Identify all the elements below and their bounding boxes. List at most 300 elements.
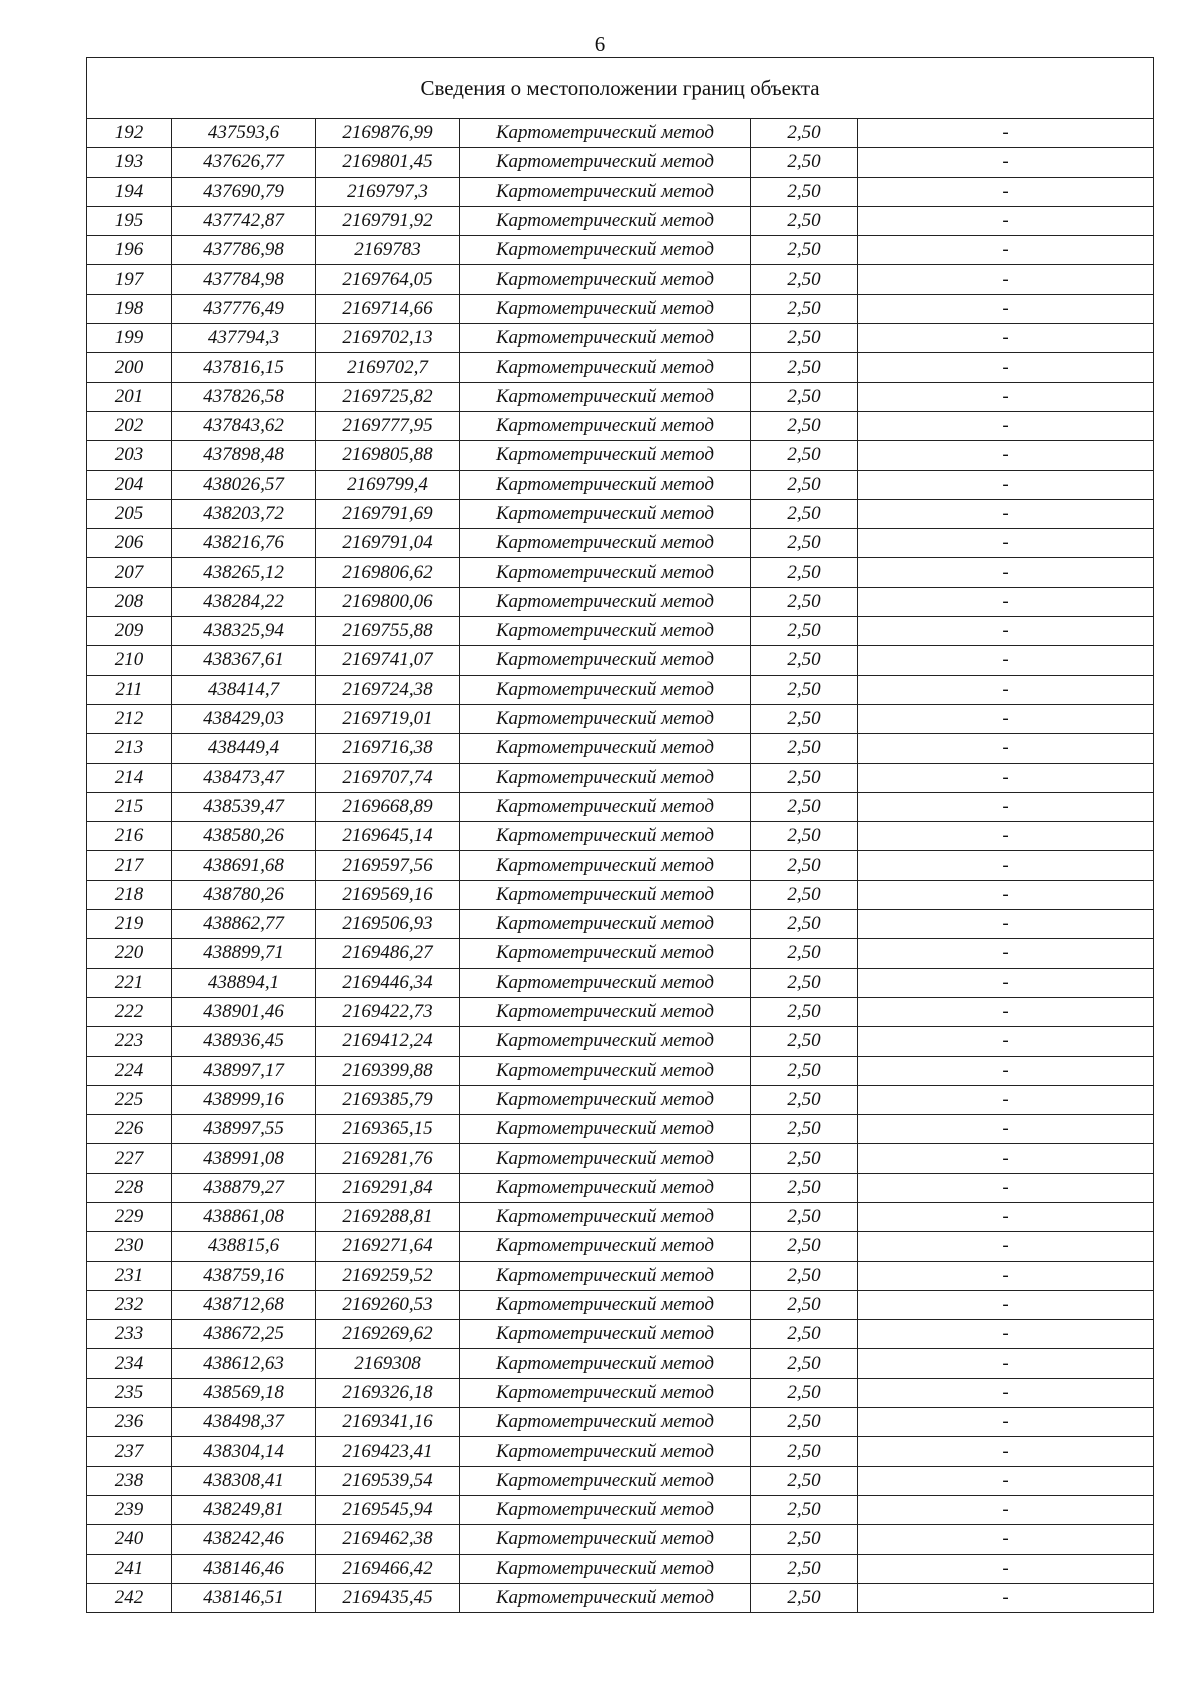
- cell-x-coordinate: 438612,63: [172, 1349, 316, 1378]
- cell-x-coordinate: 437593,6: [172, 119, 316, 148]
- cell-description: -: [858, 587, 1154, 616]
- cell-description: -: [858, 910, 1154, 939]
- table-row: [87, 822, 1154, 851]
- cell-x-coordinate: 438146,51: [172, 1583, 316, 1612]
- cell-method: Картометрический метод: [460, 880, 751, 909]
- cell-y-coordinate: 2169446,34: [316, 968, 460, 997]
- table-row: [87, 1437, 1154, 1466]
- cell-description: -: [858, 1495, 1154, 1524]
- cell-accuracy: 2,50: [751, 441, 858, 470]
- cell-description: -: [858, 324, 1154, 353]
- cell-point-number: 242: [87, 1583, 172, 1612]
- cell-description: -: [858, 265, 1154, 294]
- table-row: [87, 382, 1154, 411]
- cell-point-number: 238: [87, 1466, 172, 1495]
- cell-point-number: 224: [87, 1056, 172, 1085]
- cell-description: -: [858, 763, 1154, 792]
- cell-accuracy: 2,50: [751, 851, 858, 880]
- table-row: [87, 646, 1154, 675]
- cell-accuracy: 2,50: [751, 382, 858, 411]
- cell-method: Картометрический метод: [460, 1437, 751, 1466]
- cell-description: -: [858, 1085, 1154, 1114]
- table-row: [87, 792, 1154, 821]
- cell-description: -: [858, 1466, 1154, 1495]
- cell-x-coordinate: 438997,55: [172, 1115, 316, 1144]
- cell-point-number: 199: [87, 324, 172, 353]
- cell-accuracy: 2,50: [751, 1115, 858, 1144]
- table-row: [87, 587, 1154, 616]
- cell-method: Картометрический метод: [460, 119, 751, 148]
- table-row: [87, 206, 1154, 235]
- cell-description: -: [858, 1261, 1154, 1290]
- cell-x-coordinate: 438894,1: [172, 968, 316, 997]
- table-row: [87, 1583, 1154, 1612]
- cell-accuracy: 2,50: [751, 1202, 858, 1231]
- cell-point-number: 213: [87, 734, 172, 763]
- cell-method: Картометрический метод: [460, 763, 751, 792]
- cell-point-number: 228: [87, 1173, 172, 1202]
- cell-accuracy: 2,50: [751, 910, 858, 939]
- cell-y-coordinate: 2169308: [316, 1349, 460, 1378]
- cell-accuracy: 2,50: [751, 324, 858, 353]
- cell-method: Картометрический метод: [460, 1290, 751, 1319]
- cell-method: Картометрический метод: [460, 646, 751, 675]
- cell-x-coordinate: 438146,46: [172, 1554, 316, 1583]
- cell-point-number: 214: [87, 763, 172, 792]
- cell-y-coordinate: 2169876,99: [316, 119, 460, 148]
- cell-y-coordinate: 2169791,04: [316, 529, 460, 558]
- table-row: [87, 1554, 1154, 1583]
- cell-x-coordinate: 438879,27: [172, 1173, 316, 1202]
- cell-method: Картометрический метод: [460, 1320, 751, 1349]
- cell-x-coordinate: 438304,14: [172, 1437, 316, 1466]
- cell-point-number: 196: [87, 236, 172, 265]
- cell-description: -: [858, 1232, 1154, 1261]
- cell-x-coordinate: 438203,72: [172, 499, 316, 528]
- cell-point-number: 209: [87, 617, 172, 646]
- cell-y-coordinate: 2169281,76: [316, 1144, 460, 1173]
- cell-accuracy: 2,50: [751, 558, 858, 587]
- cell-description: -: [858, 148, 1154, 177]
- cell-method: Картометрический метод: [460, 382, 751, 411]
- cell-x-coordinate: 438498,37: [172, 1408, 316, 1437]
- cell-point-number: 239: [87, 1495, 172, 1524]
- cell-accuracy: 2,50: [751, 529, 858, 558]
- cell-method: Картометрический метод: [460, 822, 751, 851]
- cell-accuracy: 2,50: [751, 1320, 858, 1349]
- cell-x-coordinate: 438991,08: [172, 1144, 316, 1173]
- cell-y-coordinate: 2169365,15: [316, 1115, 460, 1144]
- cell-accuracy: 2,50: [751, 1173, 858, 1202]
- cell-point-number: 226: [87, 1115, 172, 1144]
- cell-point-number: 240: [87, 1525, 172, 1554]
- cell-method: Картометрический метод: [460, 851, 751, 880]
- cell-y-coordinate: 2169399,88: [316, 1056, 460, 1085]
- cell-description: -: [858, 1144, 1154, 1173]
- cell-method: Картометрический метод: [460, 968, 751, 997]
- cell-accuracy: 2,50: [751, 1027, 858, 1056]
- table-row: [87, 1261, 1154, 1290]
- cell-description: -: [858, 792, 1154, 821]
- cell-description: -: [858, 411, 1154, 440]
- cell-point-number: 234: [87, 1349, 172, 1378]
- table-row: [87, 1320, 1154, 1349]
- cell-point-number: 197: [87, 265, 172, 294]
- cell-description: -: [858, 704, 1154, 733]
- cell-point-number: 206: [87, 529, 172, 558]
- table-row: [87, 880, 1154, 909]
- cell-method: Картометрический метод: [460, 1115, 751, 1144]
- cell-point-number: 193: [87, 148, 172, 177]
- cell-point-number: 201: [87, 382, 172, 411]
- table-row: [87, 997, 1154, 1026]
- table-row: [87, 675, 1154, 704]
- cell-description: -: [858, 880, 1154, 909]
- cell-x-coordinate: 438899,71: [172, 939, 316, 968]
- cell-y-coordinate: 2169341,16: [316, 1408, 460, 1437]
- cell-y-coordinate: 2169764,05: [316, 265, 460, 294]
- cell-x-coordinate: 438569,18: [172, 1378, 316, 1407]
- cell-x-coordinate: 438862,77: [172, 910, 316, 939]
- cell-accuracy: 2,50: [751, 1437, 858, 1466]
- cell-y-coordinate: 2169791,69: [316, 499, 460, 528]
- cell-y-coordinate: 2169597,56: [316, 851, 460, 880]
- cell-x-coordinate: 438249,81: [172, 1495, 316, 1524]
- cell-x-coordinate: 438672,25: [172, 1320, 316, 1349]
- cell-accuracy: 2,50: [751, 1525, 858, 1554]
- cell-method: Картометрический метод: [460, 910, 751, 939]
- cell-y-coordinate: 2169545,94: [316, 1495, 460, 1524]
- cell-point-number: 223: [87, 1027, 172, 1056]
- cell-y-coordinate: 2169466,42: [316, 1554, 460, 1583]
- table-row: [87, 1027, 1154, 1056]
- cell-x-coordinate: 438325,94: [172, 617, 316, 646]
- cell-y-coordinate: 2169719,01: [316, 704, 460, 733]
- cell-description: -: [858, 499, 1154, 528]
- cell-point-number: 236: [87, 1408, 172, 1437]
- cell-description: -: [858, 968, 1154, 997]
- cell-y-coordinate: 2169777,95: [316, 411, 460, 440]
- cell-point-number: 218: [87, 880, 172, 909]
- cell-x-coordinate: 437843,62: [172, 411, 316, 440]
- cell-accuracy: 2,50: [751, 411, 858, 440]
- cell-point-number: 215: [87, 792, 172, 821]
- cell-accuracy: 2,50: [751, 1261, 858, 1290]
- cell-method: Картометрический метод: [460, 265, 751, 294]
- cell-y-coordinate: 2169799,4: [316, 470, 460, 499]
- cell-description: -: [858, 236, 1154, 265]
- cell-method: Картометрический метод: [460, 997, 751, 1026]
- cell-method: Картометрический метод: [460, 206, 751, 235]
- cell-point-number: 230: [87, 1232, 172, 1261]
- cell-x-coordinate: 437784,98: [172, 265, 316, 294]
- cell-y-coordinate: 2169716,38: [316, 734, 460, 763]
- cell-method: Картометрический метод: [460, 617, 751, 646]
- cell-description: -: [858, 1525, 1154, 1554]
- cell-y-coordinate: 2169791,92: [316, 206, 460, 235]
- table-row: [87, 177, 1154, 206]
- table-row: [87, 1408, 1154, 1437]
- cell-y-coordinate: 2169725,82: [316, 382, 460, 411]
- cell-accuracy: 2,50: [751, 499, 858, 528]
- cell-description: -: [858, 617, 1154, 646]
- cell-method: Картометрический метод: [460, 1232, 751, 1261]
- table-row: [87, 704, 1154, 733]
- boundary-coordinates-table: [86, 57, 1154, 1613]
- cell-x-coordinate: 438216,76: [172, 529, 316, 558]
- cell-x-coordinate: 438449,4: [172, 734, 316, 763]
- table-row: [87, 617, 1154, 646]
- cell-y-coordinate: 2169800,06: [316, 587, 460, 616]
- table-title: Сведения о местоположении границ объекта: [87, 58, 1154, 119]
- cell-accuracy: 2,50: [751, 470, 858, 499]
- cell-method: Картометрический метод: [460, 411, 751, 440]
- cell-accuracy: 2,50: [751, 1144, 858, 1173]
- page-number: 6: [594, 32, 606, 56]
- cell-accuracy: 2,50: [751, 119, 858, 148]
- cell-accuracy: 2,50: [751, 792, 858, 821]
- cell-x-coordinate: 437776,49: [172, 294, 316, 323]
- table-row: [87, 1173, 1154, 1202]
- cell-accuracy: 2,50: [751, 1495, 858, 1524]
- cell-method: Картометрический метод: [460, 177, 751, 206]
- table-row: [87, 763, 1154, 792]
- cell-x-coordinate: 438308,41: [172, 1466, 316, 1495]
- cell-method: Картометрический метод: [460, 675, 751, 704]
- cell-description: -: [858, 1554, 1154, 1583]
- cell-y-coordinate: 2169435,45: [316, 1583, 460, 1612]
- cell-description: -: [858, 997, 1154, 1026]
- cell-accuracy: 2,50: [751, 148, 858, 177]
- cell-method: Картометрический метод: [460, 1554, 751, 1583]
- cell-x-coordinate: 438780,26: [172, 880, 316, 909]
- table-row: [87, 411, 1154, 440]
- table-body: [87, 58, 1154, 1613]
- cell-x-coordinate: 437742,87: [172, 206, 316, 235]
- cell-accuracy: 2,50: [751, 206, 858, 235]
- table-row: [87, 119, 1154, 148]
- cell-y-coordinate: 2169668,89: [316, 792, 460, 821]
- cell-description: -: [858, 1583, 1154, 1612]
- cell-accuracy: 2,50: [751, 1232, 858, 1261]
- cell-accuracy: 2,50: [751, 294, 858, 323]
- cell-y-coordinate: 2169783: [316, 236, 460, 265]
- table-row: [87, 265, 1154, 294]
- cell-point-number: 221: [87, 968, 172, 997]
- cell-point-number: 237: [87, 1437, 172, 1466]
- cell-method: Картометрический метод: [460, 148, 751, 177]
- table-row: [87, 294, 1154, 323]
- cell-accuracy: 2,50: [751, 236, 858, 265]
- cell-y-coordinate: 2169714,66: [316, 294, 460, 323]
- cell-x-coordinate: 437626,77: [172, 148, 316, 177]
- cell-point-number: 217: [87, 851, 172, 880]
- cell-method: Картометрический метод: [460, 939, 751, 968]
- cell-accuracy: 2,50: [751, 587, 858, 616]
- cell-description: -: [858, 1349, 1154, 1378]
- cell-accuracy: 2,50: [751, 1290, 858, 1319]
- cell-accuracy: 2,50: [751, 1466, 858, 1495]
- cell-method: Картометрический метод: [460, 294, 751, 323]
- cell-method: Картометрический метод: [460, 1056, 751, 1085]
- cell-method: Картометрический метод: [460, 499, 751, 528]
- table-row: [87, 353, 1154, 382]
- table-title-row: [87, 58, 1154, 119]
- cell-description: -: [858, 734, 1154, 763]
- cell-description: -: [858, 1202, 1154, 1231]
- cell-point-number: 222: [87, 997, 172, 1026]
- cell-x-coordinate: 437794,3: [172, 324, 316, 353]
- cell-description: -: [858, 851, 1154, 880]
- cell-description: -: [858, 939, 1154, 968]
- cell-method: Картометрический метод: [460, 1408, 751, 1437]
- cell-point-number: 229: [87, 1202, 172, 1231]
- table-row: [87, 1202, 1154, 1231]
- cell-point-number: 207: [87, 558, 172, 587]
- table-row: [87, 529, 1154, 558]
- cell-point-number: 194: [87, 177, 172, 206]
- cell-point-number: 204: [87, 470, 172, 499]
- cell-y-coordinate: 2169724,38: [316, 675, 460, 704]
- cell-method: Картометрический метод: [460, 1027, 751, 1056]
- cell-method: Картометрический метод: [460, 1173, 751, 1202]
- cell-description: -: [858, 294, 1154, 323]
- cell-x-coordinate: 438901,46: [172, 997, 316, 1026]
- cell-x-coordinate: 438936,45: [172, 1027, 316, 1056]
- cell-x-coordinate: 437898,48: [172, 441, 316, 470]
- cell-x-coordinate: 438691,68: [172, 851, 316, 880]
- cell-x-coordinate: 438414,7: [172, 675, 316, 704]
- table-row: [87, 1525, 1154, 1554]
- cell-description: -: [858, 1320, 1154, 1349]
- table-row: [87, 236, 1154, 265]
- cell-accuracy: 2,50: [751, 617, 858, 646]
- cell-y-coordinate: 2169569,16: [316, 880, 460, 909]
- cell-x-coordinate: 438242,46: [172, 1525, 316, 1554]
- cell-y-coordinate: 2169801,45: [316, 148, 460, 177]
- cell-method: Картометрический метод: [460, 792, 751, 821]
- cell-y-coordinate: 2169462,38: [316, 1525, 460, 1554]
- cell-accuracy: 2,50: [751, 1378, 858, 1407]
- cell-accuracy: 2,50: [751, 1056, 858, 1085]
- cell-description: -: [858, 353, 1154, 382]
- cell-point-number: 200: [87, 353, 172, 382]
- cell-description: -: [858, 646, 1154, 675]
- cell-point-number: 195: [87, 206, 172, 235]
- cell-description: -: [858, 1437, 1154, 1466]
- cell-y-coordinate: 2169797,3: [316, 177, 460, 206]
- cell-x-coordinate: 437826,58: [172, 382, 316, 411]
- table-row: [87, 558, 1154, 587]
- cell-accuracy: 2,50: [751, 646, 858, 675]
- cell-method: Картометрический метод: [460, 1378, 751, 1407]
- cell-y-coordinate: 2169702,7: [316, 353, 460, 382]
- cell-accuracy: 2,50: [751, 763, 858, 792]
- cell-y-coordinate: 2169326,18: [316, 1378, 460, 1407]
- cell-description: -: [858, 1115, 1154, 1144]
- cell-point-number: 220: [87, 939, 172, 968]
- cell-accuracy: 2,50: [751, 704, 858, 733]
- cell-y-coordinate: 2169385,79: [316, 1085, 460, 1114]
- cell-accuracy: 2,50: [751, 675, 858, 704]
- cell-description: -: [858, 1056, 1154, 1085]
- cell-point-number: 233: [87, 1320, 172, 1349]
- cell-method: Картометрический метод: [460, 734, 751, 763]
- cell-method: Картометрический метод: [460, 1525, 751, 1554]
- table-row: [87, 441, 1154, 470]
- cell-y-coordinate: 2169288,81: [316, 1202, 460, 1231]
- cell-method: Картометрический метод: [460, 1085, 751, 1114]
- table-row: [87, 1144, 1154, 1173]
- cell-accuracy: 2,50: [751, 822, 858, 851]
- cell-x-coordinate: 438367,61: [172, 646, 316, 675]
- cell-y-coordinate: 2169412,24: [316, 1027, 460, 1056]
- cell-accuracy: 2,50: [751, 1349, 858, 1378]
- cell-method: Картометрический метод: [460, 441, 751, 470]
- cell-x-coordinate: 438265,12: [172, 558, 316, 587]
- cell-method: Картометрический метод: [460, 558, 751, 587]
- cell-description: -: [858, 1408, 1154, 1437]
- cell-description: -: [858, 1378, 1154, 1407]
- cell-method: Картометрический метод: [460, 529, 751, 558]
- cell-y-coordinate: 2169805,88: [316, 441, 460, 470]
- cell-point-number: 241: [87, 1554, 172, 1583]
- cell-accuracy: 2,50: [751, 734, 858, 763]
- cell-method: Картометрический метод: [460, 324, 751, 353]
- cell-description: -: [858, 1290, 1154, 1319]
- cell-y-coordinate: 2169271,64: [316, 1232, 460, 1261]
- table-row: [87, 851, 1154, 880]
- cell-y-coordinate: 2169707,74: [316, 763, 460, 792]
- cell-accuracy: 2,50: [751, 1554, 858, 1583]
- cell-x-coordinate: 437690,79: [172, 177, 316, 206]
- table-row: [87, 1349, 1154, 1378]
- cell-y-coordinate: 2169422,73: [316, 997, 460, 1026]
- cell-x-coordinate: 438861,08: [172, 1202, 316, 1231]
- cell-x-coordinate: 438815,6: [172, 1232, 316, 1261]
- table-row: [87, 1466, 1154, 1495]
- cell-y-coordinate: 2169260,53: [316, 1290, 460, 1319]
- cell-point-number: 227: [87, 1144, 172, 1173]
- cell-point-number: 231: [87, 1261, 172, 1290]
- cell-accuracy: 2,50: [751, 265, 858, 294]
- cell-method: Картометрический метод: [460, 1583, 751, 1612]
- cell-point-number: 208: [87, 587, 172, 616]
- table-row: [87, 1290, 1154, 1319]
- cell-y-coordinate: 2169645,14: [316, 822, 460, 851]
- table-row: [87, 148, 1154, 177]
- table-row: [87, 470, 1154, 499]
- cell-description: -: [858, 206, 1154, 235]
- cell-method: Картометрический метод: [460, 1144, 751, 1173]
- cell-x-coordinate: 438997,17: [172, 1056, 316, 1085]
- cell-y-coordinate: 2169506,93: [316, 910, 460, 939]
- cell-method: Картометрический метод: [460, 1466, 751, 1495]
- table-row: [87, 1085, 1154, 1114]
- cell-point-number: 192: [87, 119, 172, 148]
- cell-description: -: [858, 558, 1154, 587]
- cell-x-coordinate: 438539,47: [172, 792, 316, 821]
- table-row: [87, 939, 1154, 968]
- cell-x-coordinate: 438429,03: [172, 704, 316, 733]
- cell-y-coordinate: 2169702,13: [316, 324, 460, 353]
- cell-point-number: 203: [87, 441, 172, 470]
- cell-method: Картометрический метод: [460, 470, 751, 499]
- cell-y-coordinate: 2169741,07: [316, 646, 460, 675]
- table-row: [87, 1495, 1154, 1524]
- cell-y-coordinate: 2169806,62: [316, 558, 460, 587]
- cell-point-number: 225: [87, 1085, 172, 1114]
